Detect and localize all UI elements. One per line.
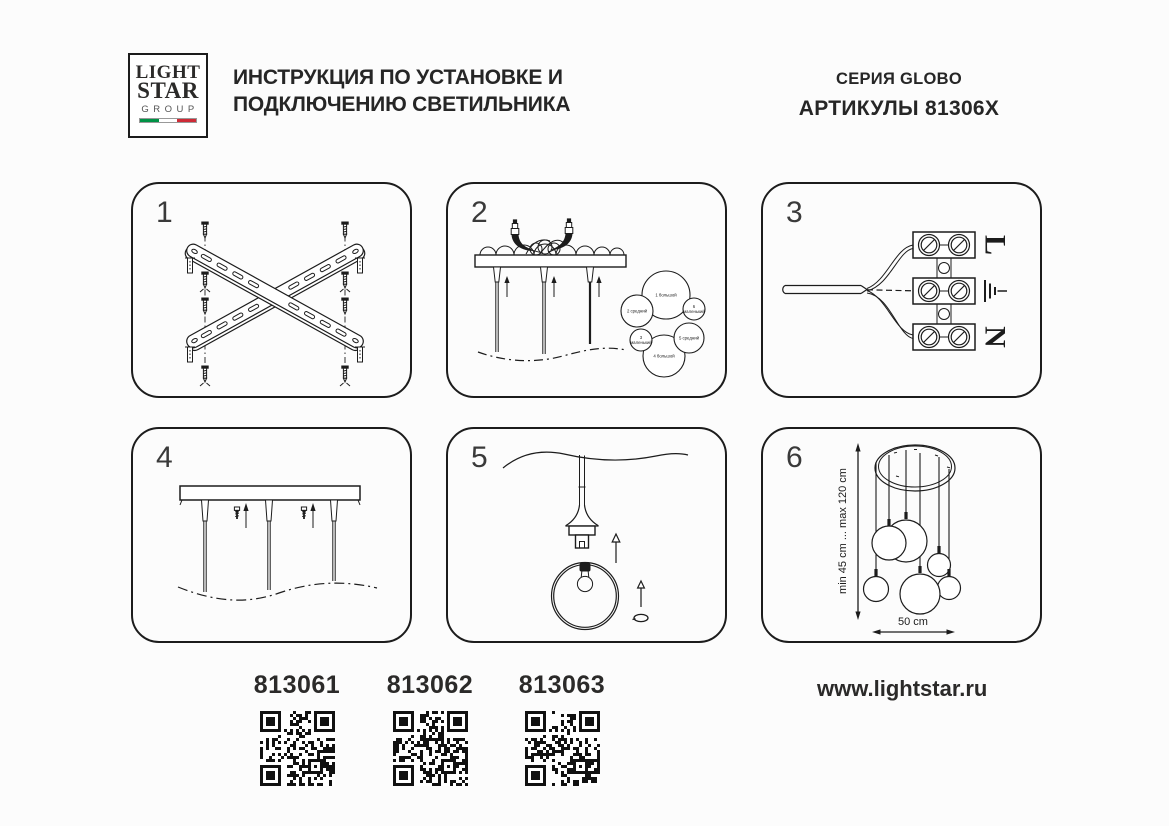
flag-green-segment bbox=[140, 119, 159, 122]
globe-label-1: 1 большой bbox=[655, 292, 677, 298]
bulb-icon bbox=[577, 572, 592, 592]
globe-mounting-drawing bbox=[448, 429, 729, 645]
article-number: 813062 bbox=[386, 671, 474, 699]
globe-label-6-num: 6 bbox=[692, 304, 696, 309]
screw-icon bbox=[202, 222, 208, 238]
page-title bbox=[233, 64, 570, 118]
live-label: L bbox=[978, 234, 1012, 256]
ceiling-line bbox=[503, 452, 688, 468]
height-dimension-label: min 45 cm ... max 120 cm bbox=[837, 468, 849, 594]
globe-label-6-word: маленький bbox=[683, 309, 705, 314]
canopy-plate-ellipse bbox=[875, 445, 955, 491]
series-label: СЕРИЯ GLOBO bbox=[835, 70, 963, 88]
flag-red-segment bbox=[177, 119, 196, 122]
article-number: 813063 bbox=[518, 671, 606, 699]
qr-code bbox=[525, 711, 600, 786]
canopy-drawing bbox=[448, 184, 729, 400]
height-dimension-arrow bbox=[855, 443, 860, 620]
globe-label-5: 5 средний bbox=[678, 335, 700, 341]
screw-icon bbox=[342, 298, 348, 314]
globe-label-4: 4 большой bbox=[653, 353, 675, 359]
articles-label: АРТИКУЛЫ 81306X bbox=[798, 97, 1000, 120]
website-text: www.lightstar.ru bbox=[817, 676, 988, 701]
width-dimension-arrow bbox=[872, 629, 955, 634]
terminal-block bbox=[913, 278, 975, 304]
width-dimension-label: 50 cm bbox=[898, 616, 928, 628]
supply-cable bbox=[783, 286, 867, 294]
earth-symbol-icon bbox=[985, 280, 1007, 302]
panel-step-2 bbox=[446, 182, 727, 398]
series-block bbox=[749, 70, 1049, 121]
step-number: 1 bbox=[156, 196, 173, 229]
threaded-ring bbox=[633, 614, 649, 621]
step-number: 6 bbox=[786, 441, 803, 474]
wire-live bbox=[867, 245, 913, 291]
screw-icon bbox=[202, 298, 208, 314]
panel-step-4 bbox=[131, 427, 412, 643]
terminal-block bbox=[913, 324, 975, 350]
ceiling-plate bbox=[180, 486, 360, 500]
screw-icon bbox=[340, 272, 350, 292]
ceiling-break-line bbox=[178, 583, 377, 600]
globe-cluster bbox=[864, 520, 961, 614]
suspension-cord bbox=[579, 455, 586, 505]
up-arrow-icon bbox=[638, 581, 645, 607]
up-arrow-icon bbox=[612, 534, 620, 563]
pendant-cords bbox=[202, 500, 338, 592]
qr-code bbox=[393, 711, 468, 786]
qr-code bbox=[260, 711, 335, 786]
screw-icon bbox=[301, 507, 306, 519]
globe-label-3-word: маленький bbox=[630, 340, 652, 345]
italian-flag-bar bbox=[139, 118, 197, 123]
panel-step-6 bbox=[761, 427, 1042, 643]
screw-icon bbox=[200, 272, 210, 292]
screw-icon bbox=[234, 507, 239, 519]
globe-label-2: 2 средний bbox=[626, 308, 648, 314]
panel-step-1 bbox=[131, 182, 412, 398]
step-number: 2 bbox=[471, 196, 488, 229]
article-block bbox=[358, 671, 502, 791]
step-number: 4 bbox=[156, 441, 173, 474]
glass-globe bbox=[552, 563, 619, 630]
up-arrow-icon bbox=[504, 276, 601, 297]
screw-icon bbox=[340, 366, 350, 386]
socket-cover bbox=[566, 505, 598, 548]
article-block bbox=[225, 671, 369, 791]
step-number: 5 bbox=[471, 441, 488, 474]
flag-white-segment bbox=[159, 119, 178, 122]
wire-neutral bbox=[867, 291, 913, 339]
lightstar-logo bbox=[128, 53, 208, 138]
logo-group-text: GROUP bbox=[141, 104, 199, 115]
article-number: 813061 bbox=[253, 671, 341, 699]
mounting-cross-drawing bbox=[133, 184, 414, 400]
screw-icon bbox=[200, 366, 210, 386]
page-title-line2: ПОДКЛЮЧЕНИЮ СВЕТИЛЬНИКА bbox=[233, 93, 571, 116]
plate-fixing-drawing bbox=[133, 429, 414, 645]
neutral-label: N bbox=[978, 326, 1012, 348]
wire-loops bbox=[480, 240, 624, 255]
assembled-fixture-drawing bbox=[763, 429, 1044, 645]
logo-light-text: LIGHT bbox=[135, 62, 201, 83]
globe-label-3-num: 3 bbox=[639, 335, 643, 340]
article-block bbox=[490, 671, 634, 791]
ceiling-break-line bbox=[478, 348, 626, 360]
wire-earth bbox=[867, 290, 913, 291]
page-title-line1: ИНСТРУКЦИЯ ПО УСТАНОВКЕ И bbox=[233, 66, 563, 89]
globe-arrangement-diagram bbox=[621, 271, 705, 377]
globe-socket-nipple bbox=[580, 563, 591, 572]
panel-step-5 bbox=[446, 427, 727, 643]
mounting-cross-bracket bbox=[183, 242, 367, 353]
terminal-block bbox=[913, 232, 975, 258]
screw-icon bbox=[342, 222, 348, 238]
wiring-drawing bbox=[763, 184, 1044, 400]
panel-step-3 bbox=[761, 182, 1042, 398]
step-number: 3 bbox=[786, 196, 803, 229]
logo-star-text: STAR bbox=[137, 78, 199, 103]
canopy-plate bbox=[475, 255, 626, 267]
